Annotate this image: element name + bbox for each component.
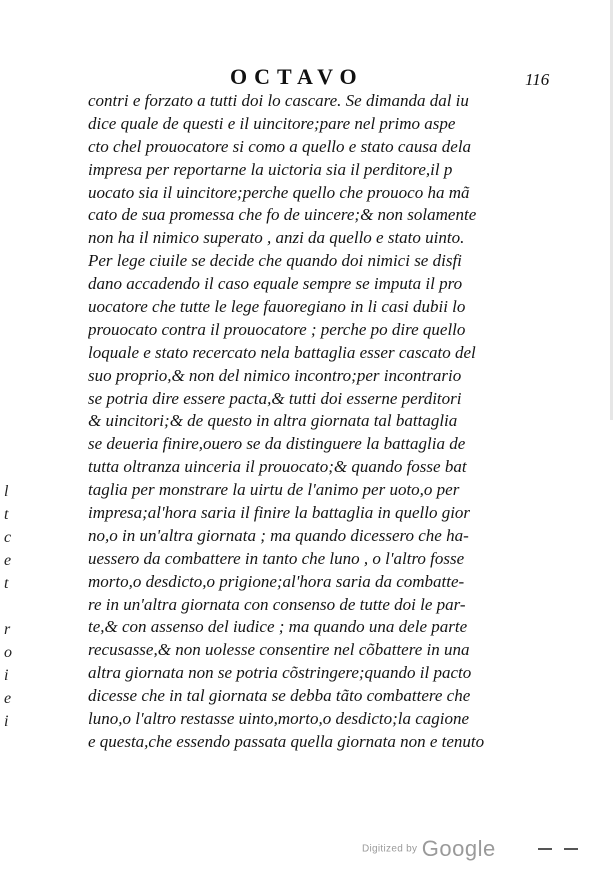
watermark-logo: Google [421,836,496,861]
text-line: uocatore che tutte le lege fauoregiano in li casi dubii lo [88,297,466,317]
text-line: Per lege ciuile se decide che quando doi nimici se disfi [88,251,462,271]
text-line: altra giornata non se potria cõstringere;quando il pacto [88,663,472,683]
corner-scan-marks [538,844,598,854]
running-head: OCTAVO [230,64,364,89]
text-line: taglia per monstrare la uirtu de l'animo per uoto,o per [88,480,460,500]
text-line: uessero da combattere in tanto che luno , o l'altro fosse [88,548,465,568]
margin-mark: t [4,575,9,592]
text-line: recusasse,& non uolesse consentire nel cõbattere in una [88,640,470,660]
text-line: impresa per reportarne la uictoria sia il perditore,il p [88,159,453,179]
text-line: dice quale de questi e il uincitore;pare nel primo aspe [88,113,456,133]
scan-mark [538,848,552,850]
text-line: loquale e stato recercato nela battaglia esser cascato del [88,342,476,362]
margin-mark: o [4,644,12,661]
margin-mark: e [4,690,12,707]
margin-mark: e [4,552,12,569]
text-line: uocato sia il uincitore;perche quello che prouoco ha mã [88,182,470,202]
text-line: prouocato contra il prouocatore ; perche po dire quello [88,319,466,339]
text-line: contri e forzato a tutti doi lo cascare. Se dimanda dal iu [88,91,469,110]
page-edge-shadow [610,0,613,420]
text-line: morto,o desdicto,o prigione;al'hora saria da combatte- [88,571,465,591]
digitization-watermark [362,836,496,862]
text-line: no,o in un'altra giornata ; ma quando dicessero che ha- [88,525,469,545]
text-line: non ha il nimico superato , anzi da quello e stato uinto. [88,228,465,248]
text-line: suo proprio,& non del nimico incontro;per incontrario [88,365,462,385]
margin-mark: i [4,713,9,730]
text-line: te,& con assenso del iudice ; ma quando una dele parte [88,617,468,637]
margin-mark: l [4,483,9,500]
text-line: tutta oltranza uinceria il prouocato;& quando fosse bat [88,457,467,477]
text-line: se potria dire essere pacta,& tutti doi esserne perditori [88,388,462,408]
page-number: 116 [525,70,550,89]
text-line: impresa;al'hora saria il finire la battaglia in quello gior [88,503,471,523]
text-line: e questa,che essendo passata quella giornata non e tenuto [88,731,485,751]
text-line: re in un'altra giornata con consenso de tutte doi le par- [88,594,466,614]
left-margin-bleed [4,480,24,733]
margin-mark: c [4,529,12,546]
margin-mark: r [4,621,11,638]
text-line: & uincitori;& de questo in altra giornata tal battaglia [88,411,458,431]
margin-mark [4,595,24,618]
body-text [88,90,568,754]
text-line: se deueria finire,ouero se da distinguere la battaglia de [88,434,466,454]
watermark-prefix: Digitized by [362,843,418,855]
scan-mark [564,848,578,850]
text-line: dano accadendo il caso equale sempre se imputa il pro [88,274,463,294]
text-line: dicesse che in tal giornata se debba tãto combattere che [88,686,471,706]
text-line: luno,o l'altro restasse uinto,morto,o desdicto;la cagione [88,709,470,729]
margin-mark: i [4,667,9,684]
text-line: cato de sua promessa che fo de uincere;& non solamente [88,205,477,225]
text-line: cto chel prouocatore si como a quello e stato causa dela [88,136,472,156]
margin-mark: t [4,506,9,523]
